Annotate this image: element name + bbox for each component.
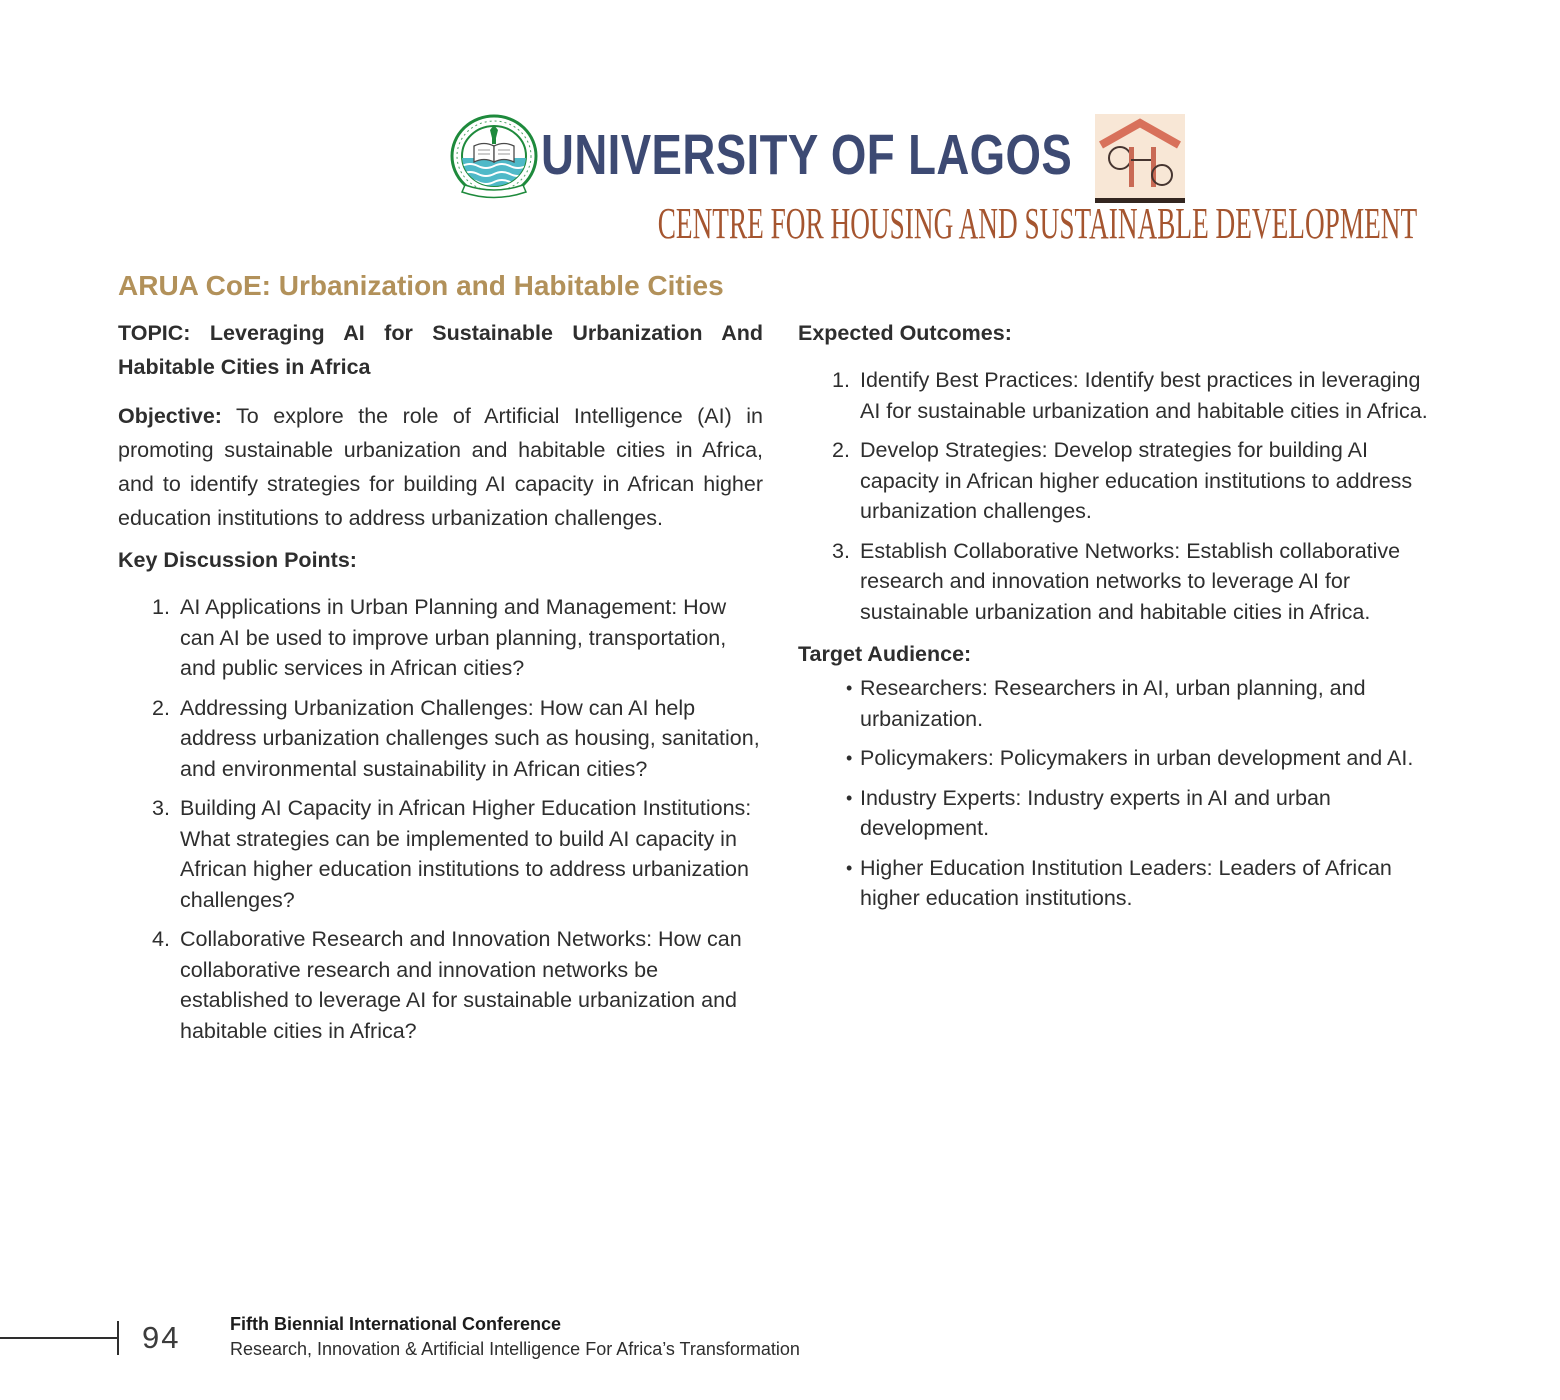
list-item	[118, 592, 763, 684]
list-item-text: Researchers: Researchers in AI, urban planning, and urbanization.	[860, 676, 1366, 731]
page-number: 94	[142, 1320, 181, 1355]
left-column	[118, 316, 763, 1055]
list-number: 2.	[832, 438, 850, 462]
target-audience-list	[798, 673, 1443, 914]
list-item-text: Building AI Capacity in African Higher Education Institutions: What strategies can be implemented to build AI capacity in African higher education institutions to address urbanization challenges?	[180, 796, 752, 912]
centre-name	[425, 198, 1418, 249]
list-item-text: Collaborative Research and Innovation Networks: How can collaborative research and innovation networks be established to leverage AI for sustainable urbanization and habitable cities in Africa?	[180, 927, 742, 1043]
footer-text	[230, 1312, 800, 1362]
unilag-crest-icon	[450, 114, 538, 209]
key-discussion-heading: Key Discussion Points:	[118, 548, 357, 572]
expected-outcomes-list	[798, 365, 1443, 627]
list-item	[798, 365, 1443, 426]
list-item	[798, 435, 1443, 527]
university-name: UNIVERSITY OF LAGOS	[541, 123, 1073, 187]
objective-label: Objective:	[118, 404, 222, 428]
list-number: 1.	[832, 368, 850, 392]
list-item-text: Establish Collaborative Networks: Establish collaborative research and innovation networks to leverage AI for sustainable urbanization and habitable cities in Africa.	[860, 538, 1401, 624]
list-number: 2.	[152, 695, 170, 720]
bullet-icon: •	[846, 787, 853, 808]
footer-rule	[0, 1337, 118, 1339]
bullet-icon: •	[846, 857, 853, 878]
list-number: 1.	[152, 595, 170, 619]
list-item	[118, 793, 763, 915]
list-item-text: Develop Strategies: Develop strategies for building AI capacity in African higher education institutions to address urbanization challenges.	[860, 438, 1413, 523]
key-discussion-list	[118, 592, 763, 1046]
list-item-text: Policymakers: Policymakers in urban development and AI.	[860, 746, 1414, 770]
list-item	[118, 924, 763, 1046]
list-item	[798, 743, 1443, 774]
list-item	[118, 693, 763, 785]
list-item	[798, 783, 1443, 844]
right-column	[798, 316, 1443, 923]
housing-centre-logo-icon	[1094, 114, 1186, 211]
list-item-text: Addressing Urbanization Challenges: How can AI help address urbanization challenges such as housing, sanitation, and environmental sustainability in African cities?	[180, 695, 760, 781]
conference-subtitle: Research, Innovation & Artificial Intelligence For Africa’s Transformation	[230, 1339, 800, 1359]
objective-paragraph	[118, 399, 763, 535]
list-item-text: Higher Education Institution Leaders: Leaders of African higher education institutions.	[860, 855, 1392, 910]
footer-rule-tick	[117, 1321, 119, 1355]
list-number: 3.	[152, 796, 170, 820]
list-item	[798, 536, 1443, 628]
list-item-text: AI Applications in Urban Planning and Management: How can AI be used to improve urban planning, transportation, and public services in African cities?	[180, 595, 727, 680]
topic-paragraph: TOPIC: Leveraging AI for Sustainable Urbanization And Habitable Cities in Africa	[118, 321, 763, 379]
list-number: 3.	[832, 538, 850, 563]
bullet-icon: •	[846, 748, 853, 768]
list-item-text: Industry Experts: Industry experts in AI and urban development.	[860, 785, 1331, 840]
list-item	[798, 853, 1443, 914]
conference-title: Fifth Biennial International Conference	[230, 1314, 562, 1334]
list-item	[798, 673, 1443, 734]
list-number: 4.	[152, 927, 170, 951]
centre-name-text: CENTRE FOR HOUSING AND SUSTAINABLE DEVELOPMENT	[657, 199, 1418, 248]
bullet-icon: •	[846, 678, 853, 698]
page-title: ARUA CoE: Urbanization and Habitable Cities	[118, 270, 724, 301]
list-item-text: Identify Best Practices: Identify best practices in leveraging AI for sustainable urbanization and habitable cities in Africa.	[860, 368, 1428, 423]
objective-text: To explore the role of Artificial Intelligence (AI) in promoting sustainable urbanization and habitable cities in Africa, and to identify strategies for building AI capacity in African higher education institutions to address urbanization challenges.	[118, 404, 763, 530]
expected-outcomes-heading: Expected Outcomes:	[798, 321, 1012, 345]
target-audience-heading: Target Audience:	[798, 642, 972, 666]
